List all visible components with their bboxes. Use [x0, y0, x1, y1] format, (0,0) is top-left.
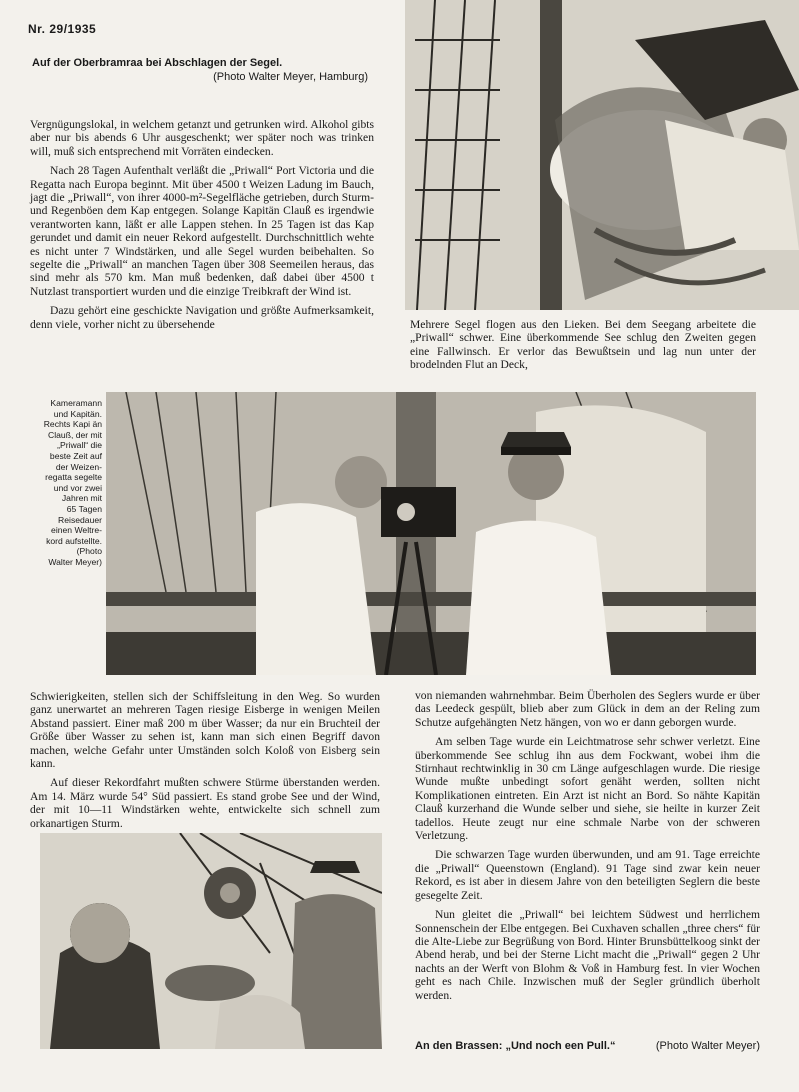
- photo-cameraman-and-captain: [106, 392, 756, 675]
- photo-cameraman-and-captain-illustration: [106, 392, 756, 675]
- left-column-top-text: [30, 118, 374, 337]
- photo-at-the-braces-illustration: [40, 833, 382, 1049]
- paragraph: Mehrere Segel flogen aus den Lieken. Bei dem Seegang arbeitete die „Priwall“ schwer. Eine überkommende See schlug den Zweiten gegen eine Fallwinsch. Er verlor das Bewußtsein und lag nun unter der brodelnden Flut an Deck,: [410, 318, 756, 372]
- paragraph: von niemanden wahrnehmbar. Beim Überholen des Seglers wurde er über das Leedeck gespült, blieb aber zum Glück in dem an der Reling zum Schutze aufgehängten Netz hängen, von wo er dann geborgen wurde.: [415, 689, 760, 729]
- right-column-bottom-text: [415, 689, 760, 1008]
- photo-sailors-on-yard-illustration: [405, 0, 799, 310]
- right-column-top-text: [410, 318, 756, 378]
- side-caption-line: Walter Meyer): [48, 556, 102, 567]
- left-column-bottom-text: [30, 690, 380, 836]
- side-caption-line: beste Zeit auf: [49, 450, 102, 461]
- side-caption-line: Kameramann: [50, 398, 102, 408]
- paragraph: Nach 28 Tagen Aufenthalt verläßt die „Priwall“ Port Victoria und die Regatta nach Europa beginnt. Mit über 4500 t Weizen Ladung im Bauch, jagt die „Priwall“, von ihrer 4000-m²-Segelfläche getrieben, durch Sturm- und Regenböen dem Kap entgegen. Solange Kapitän Clauß es irgendwie verantworten kann, läßt er alle Lappen stehen. In 25 Tagen ist das Kap gerundet und damit ein neuer Rekord aufgestellt. Durchschnittlich wehte es nicht unter 7 Windstärken, und alle Segel wurden beibehalten. So segelte die „Priwall“ an manchen Tagen über 308 Seemeilen heraus, das sind mehr als 570 km. Man muß bedenken, daß dabei über 4500 t Nutzlast transportiert wurden und die einzige Treibkraft der Wind ist.: [30, 164, 374, 298]
- bottom-photo-caption: [415, 1040, 760, 1052]
- top-photo-caption: [32, 56, 372, 84]
- top-caption-title: Auf der Oberbramraa bei Abschlagen der Segel.: [32, 57, 283, 69]
- side-caption-line: Reisedauer: [58, 514, 102, 525]
- side-caption-line: regatta segelte: [45, 472, 102, 483]
- bottom-caption-credit: (Photo Walter Meyer): [655, 1040, 760, 1052]
- side-photo-caption: [32, 398, 102, 568]
- bottom-caption-title: An den Brassen: „Und noch een Pull.“: [415, 1040, 616, 1052]
- side-caption-line: Jahren mit: [61, 493, 102, 504]
- side-caption-line: der Weizen-: [55, 461, 102, 472]
- paragraph: Die schwarzen Tage wurden überwunden, und am 91. Tage erreichte die „Priwall“ Queenstown (England). 91 Tage sind zwar kein neuer Rekord, es ist aber in diesem Jahre von den beteiligten Seglern die beste gesegelte Zeit.: [415, 848, 760, 902]
- side-caption-line: einen Weltre-: [51, 525, 102, 536]
- paragraph: Auf dieser Rekordfahrt mußten schwere Stürme überstanden werden. Am 14. März wurde 54° Süd passiert. Es stand grobe See und der Wind, der mit 10—11 Windstärken wehte, entwickelte sich schnell zum orkanartigen Sturm.: [30, 776, 380, 830]
- side-caption-line: Rechts Kapi än: [43, 419, 102, 430]
- paragraph: Vergnügungslokal, in welchem getanzt und getrunken wird. Alkohol gibts aber nur bis abends 6 Uhr ausgeschenkt; wer später noch was trinken will, muß sich entsprechend mit Vorräten eindecken.: [30, 118, 374, 158]
- side-caption-line: Clauß, der mit: [48, 429, 102, 440]
- photo-sailors-on-yard: [405, 0, 799, 310]
- side-caption-line: (Photo: [76, 546, 102, 557]
- side-caption-line: kord aufstellte.: [46, 535, 102, 546]
- side-caption-line: 65 Tagen: [66, 503, 102, 514]
- paragraph: Dazu gehört eine geschickte Navigation und größte Aufmerksamkeit, denn viele, vorher nicht zu übersehende: [30, 304, 374, 331]
- issue-number: Nr. 29/1935: [28, 22, 97, 36]
- photo-at-the-braces: [40, 833, 382, 1049]
- top-caption-credit: (Photo Walter Meyer, Hamburg): [213, 71, 368, 83]
- side-caption-line: und Kapitän.: [53, 408, 102, 419]
- paragraph: Nun gleitet die „Priwall“ bei leichtem Südwest und herrlichem Sonnenschein der Elbe entgegen. Bei Cuxhaven schallen „three chers“ für die Alte-Liebe zur Begrüßung von Bord. Hinter Brunsbüttelkoog sinkt der Abend herab, und bei der Sterne Licht macht die „Priwall“ gegen 2 Uhr nachts an der Werft von Blohm & Voß in Hamburg fest. In vier Wochen geht es nach Chile. Inzwischen muß der Segler gründlich überholt werden.: [415, 908, 760, 1002]
- paragraph: Am selben Tage wurde ein Leichtmatrose sehr schwer verletzt. Eine überkommende See schlug ihn aus dem Fockwant, wobei ihm die Stirnhaut rechtwinklig in 30 cm Länge aufgeschlagen wurde. Die riesige Wunde mußte unbedingt sofort genäht werden, sollten nicht Komplikationen eintreten. Ein Arzt ist nicht an Bord. So nähte Kapitän Clauß kurzerhand die Wunde selber und siehe, sie heilte in kurzer Zeit tadellos. Heute zeugt nur eine schmale Narbe von der schweren Verletzung.: [415, 735, 760, 843]
- side-caption-line: „Priwall“ die: [57, 440, 102, 451]
- side-caption-line: und vor zwei: [53, 482, 102, 493]
- paragraph: Schwierigkeiten, stellen sich der Schiffsleitung in den Weg. So wurden ganz unerwartet an mehreren Tagen riesige Eisberge in wenigen Meilen Abstand passiert. Einer maß 200 m über Wasser; da nur ein Bruchteil der Größe über Wasser zu sehen ist, kann man sich einen Begriff davon machen, welche Gefahr unter Umständen solch Koloß von Eisberg sein kann.: [30, 690, 380, 771]
